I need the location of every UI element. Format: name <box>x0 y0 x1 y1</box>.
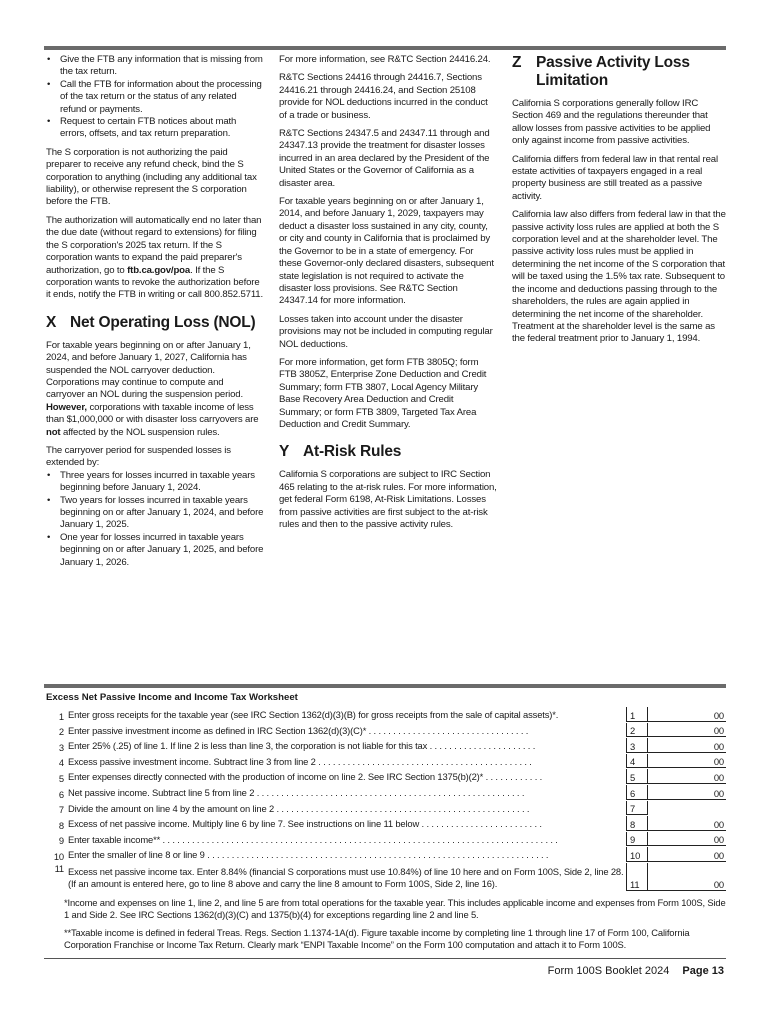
worksheet-row <box>46 832 726 848</box>
paragraph: Losses taken into account under the disaster provisions may not be included in computing regular NOL deductions. <box>279 313 493 350</box>
line-number: 3 <box>58 741 64 753</box>
line-box: 5 <box>626 769 648 784</box>
worksheet-row <box>46 801 726 817</box>
line-box: 6 <box>626 785 648 800</box>
worksheet-row <box>46 769 726 785</box>
paragraph: R&TC Sections 24416 through 24416.7, Sections 24416.21 through 24416.24, and Section 25108 provide for NOL deductions incurred in the conduct of a trade or business. <box>279 72 488 121</box>
worksheet-rule <box>44 684 726 688</box>
worksheet-table <box>46 707 726 892</box>
line-number: 11 <box>54 862 64 874</box>
line-box: 7 <box>626 801 648 816</box>
paragraph: California law also differs from federal law in that the passive activity loss rules are applied at both the S corporation level and at the shareholder level. The passive activity loss rules must be applied in determining the net income of the S corporation that will be taxed using the 1.5% tax rate. Subsequent to the income and deductions passing through to the shareholders, the rules are again applied in determining the net income of the shareholder. Treatment at the shareholder level is the same as the federal treatment prior to January 1, 1994. <box>512 209 726 345</box>
line-description: Net passive income. Subtract line 5 from line 2 . . . . . . . . . . . . . . . . . . . . . . . . . . . . . . . . . . . . . . . . . . . . . . . . . . . . . . . <box>68 786 525 798</box>
line-description: Enter passive investment income as defined in IRC Section 1362(d)(3)(C)* . . . . . . . . . . . . . . . . . . . . . . . . . . . . . . . . . <box>68 724 529 736</box>
paragraph: California S corporations are subject to IRC Section 465 relating to the at-risk rules. For more information, get federal Form 6198, At-Risk Limitations. Losses from passive activities are first subject to the at-risk rules and then to the passive activity rules. <box>279 469 497 530</box>
worksheet-row <box>46 863 726 892</box>
worksheet-row <box>46 816 726 832</box>
line-number: 8 <box>58 819 64 831</box>
worksheet-title: Excess Net Passive Income and Income Tax Worksheet <box>46 692 298 703</box>
footnote: *Income and expenses on line 1, line 2, and line 5 are from total operations for the taxable year. This includes applicable income and expenses from Form 100S, Side 1 and Side 2. See IRC Sections 1362(d)(3)(C) and 1375(b)(4) for exceptions regarding line 2 and line 5. <box>64 897 726 920</box>
page-number: Page 13 <box>682 965 724 977</box>
line-number: 6 <box>58 788 64 800</box>
line-box: 8 <box>626 816 648 831</box>
paragraph: The authorization will automatically end no later than the due date (without regard to extensions) for filing the S corporation's 2025 tax return. If the S corporation wants to expand the paid preparer's authorization, go to ftb.ca.gov/poa. If the S corporation wants to revoke the authorization before it ends, notify the FTB in writing or call 800.852.5711. <box>46 214 263 301</box>
section-title: At-Risk Rules <box>303 443 402 461</box>
amount-field[interactable]: 00 <box>648 754 726 769</box>
line-box: 3 <box>626 738 648 753</box>
line-number: 9 <box>58 835 64 847</box>
line-number: 2 <box>58 726 64 738</box>
section-x-heading <box>46 314 264 332</box>
paragraph: California S corporations generally follow IRC Section 469 and the regulations thereunder that allow losses from passive activities to be applied only against income from passive activities. <box>512 98 711 147</box>
line-box: 2 <box>626 723 648 738</box>
list-item: • Two years for losses incurred in taxable years beginning on or after January 1, 2024, and before January 1, 2025. <box>46 495 264 532</box>
paragraph: For taxable years beginning on or after January 1, 2024, and before January 1, 2027, California has suspended the NOL carryover deduction. Corporations may continue to compute and carryover an NOL during the suspension period. However, corporations with taxable income of less than $1,000,000 or with disaster loss carryovers are not affected by the NOL suspension rules. <box>46 339 259 438</box>
page-footer <box>548 965 724 977</box>
line-description: Divide the amount on line 4 by the amount on line 2 . . . . . . . . . . . . . . . . . . . . . . . . . . . . . . . . . . . . . . . . . . . . . . . . . . . . <box>68 802 530 814</box>
worksheet-row <box>46 707 726 723</box>
column-3 <box>512 54 728 352</box>
amount-field[interactable]: 00 <box>648 723 726 738</box>
section-y-heading <box>279 443 497 461</box>
section-letter: X <box>46 313 57 331</box>
bottom-rule <box>44 958 726 959</box>
carryover-bullet-list <box>46 470 264 569</box>
line-number: 7 <box>58 804 64 816</box>
amount-field[interactable]: 00 <box>648 707 726 722</box>
booklet-name: Form 100S Booklet 2024 <box>547 965 670 977</box>
worksheet-row <box>46 785 726 801</box>
line-description: Enter gross receipts for the taxable year (see IRC Section 1362(d)(3)(B) for gross receipts from the sale of capital assets)*. <box>68 709 559 720</box>
line-number: 5 <box>58 772 64 784</box>
line-number: 10 <box>53 850 64 862</box>
column-2 <box>279 54 497 537</box>
line-description: Excess of net passive income. Multiply line 6 by line 7. See instructions on line 11 below . . . . . . . . . . . . . . . . . . . . . . . . . <box>68 818 542 830</box>
line-number: 1 <box>58 710 64 722</box>
paragraph: For more information, get form FTB 3805Q; form FTB 3805Z, Enterprise Zone Deduction and Credit Summary; form FTB 3807, Local Agency Military Base Recovery Area Deduction and Credit Summary; or form FTB 3809, Targeted Tax Area Deduction and Credit Summary. <box>279 356 487 430</box>
amount-field[interactable]: 00 <box>648 785 726 800</box>
column-1 <box>46 54 264 575</box>
paragraph: The carryover period for suspended losses is extended by: <box>46 444 231 469</box>
line-box: 4 <box>626 754 648 769</box>
worksheet-row <box>46 754 726 770</box>
line-description: Enter taxable income** . . . . . . . . . . . . . . . . . . . . . . . . . . . . . . . . . . . . . . . . . . . . . . . . . . . . . . . . . . . . . . . . . . . . . . . . . . . . . . . . . <box>68 833 558 845</box>
line-box: 10 <box>626 847 648 862</box>
line-description: Excess passive investment income. Subtract line 3 from line 2 . . . . . . . . . . . . . . . . . . . . . . . . . . . . . . . . . . . . . . . . . . . . <box>68 755 532 767</box>
worksheet-row <box>46 723 726 739</box>
top-rule <box>44 46 726 50</box>
line-description: Enter expenses directly connected with the production of income on line 2. See IRC Section 1375(b)(2)* . . . . . . . . . . . . <box>68 771 543 783</box>
section-letter: Z <box>512 54 522 71</box>
line-description: Enter 25% (.25) of line 1. If line 2 is less than line 3, the corporation is not liable for this tax . . . . . . . . . . . . . . . . . . . . . . <box>68 740 536 752</box>
worksheet-notes <box>64 897 726 957</box>
poa-link[interactable]: ftb.ca.gov/poa <box>127 264 191 276</box>
list-item: • Call the FTB for information about the processing of the tax return or the status of any related refund or payments. <box>46 79 264 116</box>
worksheet-row <box>46 738 726 754</box>
list-item: • Three years for losses incurred in taxable years beginning before January 1, 2024. <box>46 470 264 495</box>
line-box: 9 <box>626 832 648 847</box>
paragraph: R&TC Sections 24347.5 and 24347.11 through and 24347.13 provide the treatment for disaster losses incurred in an area declared by the President of the United States or the Governor of California as a disaster area. <box>279 128 490 189</box>
line-description: Excess net passive income tax. Enter 8.84% (financial S corporations must use 10.84%) of line 10 here and on Form 100S, Side 2, line 28. (If an amount is entered here, go to line 8 above and carry the line 8 amount to Form 100S, Side 2, line 16). <box>68 865 624 890</box>
section-z-heading <box>512 54 728 90</box>
line-number: 4 <box>58 757 64 769</box>
section-letter: Y <box>279 443 290 461</box>
line-box: 1 <box>626 707 648 722</box>
section-title: Net Operating Loss (NOL) <box>70 313 256 331</box>
amount-field[interactable] <box>648 801 726 816</box>
list-item: • Request to certain FTB notices about math errors, offsets, and tax return preparation. <box>46 116 264 141</box>
list-item: • One year for losses incurred in taxable years beginning on or after January 1, 2025, and before January 1, 2026. <box>46 532 264 569</box>
amount-field[interactable]: 00 <box>648 863 726 891</box>
footnote: **Taxable income is defined in federal Treas. Regs. Section 1.1374-1A(d). Figure taxable income by completing line 1 through line 17 of Form 100, California Corporation Franchise or Income Tax Return. Clearly mark “ENPI Taxable Income” on the Form 100 computation and attach it to Form 100S. <box>64 927 690 950</box>
paragraph: The S corporation is not authorizing the paid preparer to receive any refund check, bind the S corporation to anything (including any additional tax liability), or otherwise represent the S corporation before the FTB. <box>46 146 257 208</box>
line-description: Enter the smaller of line 8 or line 9 . . . . . . . . . . . . . . . . . . . . . . . . . . . . . . . . . . . . . . . . . . . . . . . . . . . . . . . . . . . . . . . . . . . . . . <box>68 849 549 861</box>
amount-field[interactable]: 00 <box>648 769 726 784</box>
poa-bullet-list <box>46 54 264 141</box>
amount-field[interactable]: 00 <box>648 832 726 847</box>
amount-field[interactable]: 00 <box>648 816 726 831</box>
paragraph: For taxable years beginning on or after January 1, 2014, and before January 1, 2029, taxpayers may deduct a disaster loss sustained in any city, county, or city and county in California that is proclaimed by the Governor to be in a state of emergency. For these Governor-only declared disasters, subsequent state legislation is not required to activate the disaster loss provisions. See R&TC Section 24347.14 for more information. <box>279 196 494 307</box>
amount-field[interactable]: 00 <box>648 738 726 753</box>
list-item: • Give the FTB any information that is missing from the tax return. <box>46 54 264 79</box>
worksheet-row <box>46 847 726 863</box>
paragraph: California differs from federal law in that rental real estate activities of taxpayers engaged in a real property business are still treated as a passive activity. <box>512 153 718 202</box>
amount-field[interactable]: 00 <box>648 847 726 862</box>
line-box: 11 <box>626 863 648 891</box>
section-title: Passive Activity Loss Limitation <box>536 54 690 89</box>
paragraph: For more information, see R&TC Section 24416.24. <box>279 54 491 65</box>
